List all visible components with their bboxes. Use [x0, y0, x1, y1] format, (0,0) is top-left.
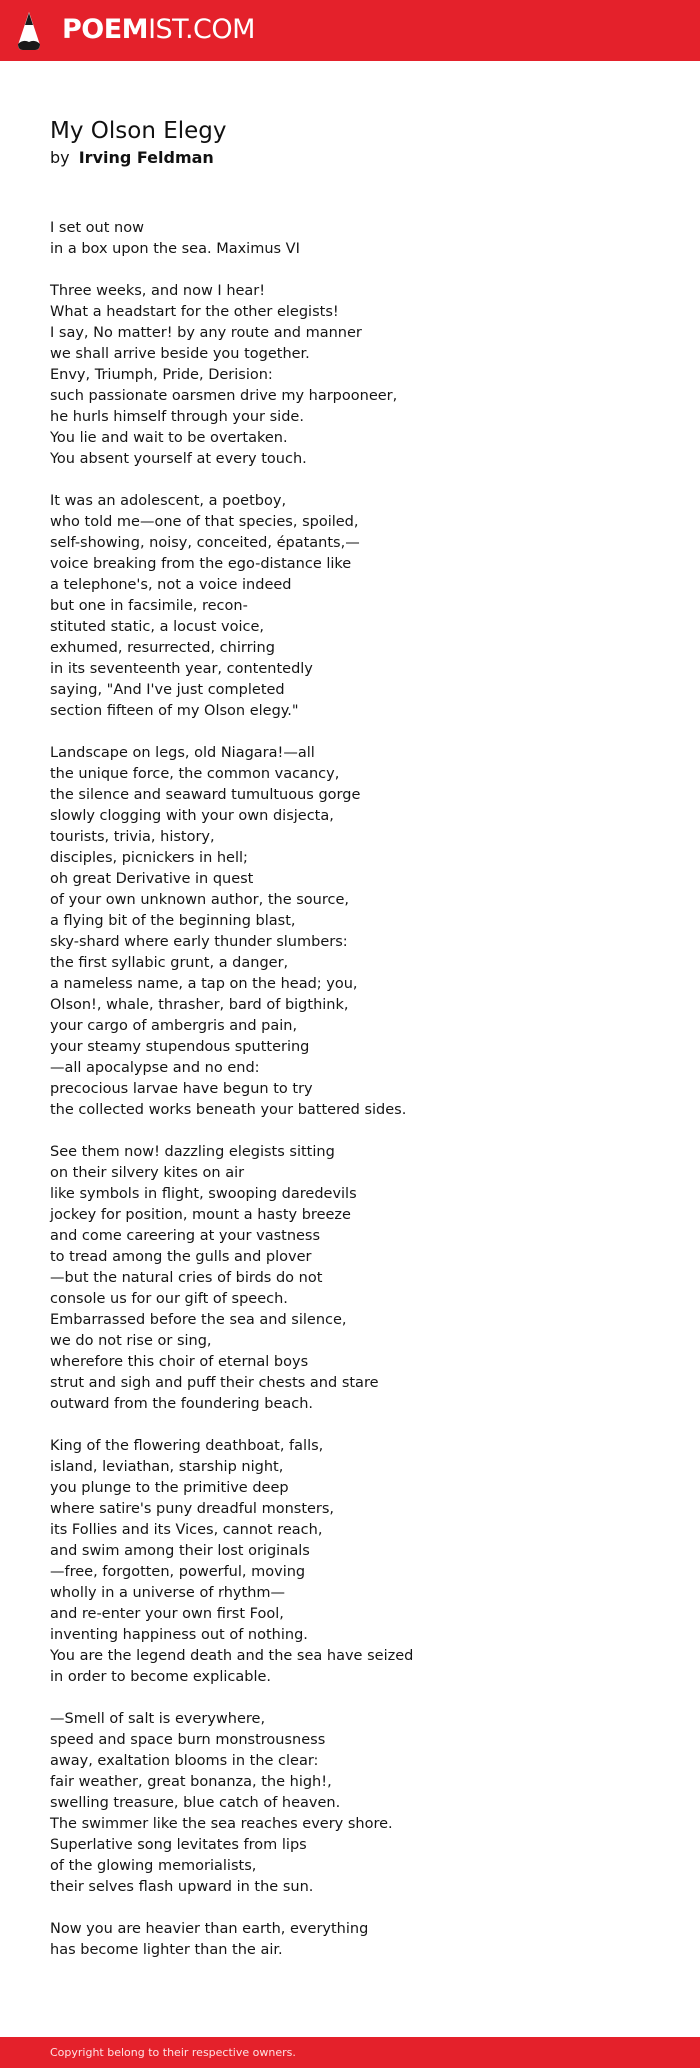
pencil-tip-icon[interactable]	[17, 11, 41, 51]
poem-title: My Olson Elegy	[50, 118, 227, 144]
poem-line: we shall arrive beside you together.	[50, 346, 310, 362]
by-label: by	[50, 148, 70, 167]
poem-line: like symbols in flight, swooping daredevils	[50, 1186, 357, 1202]
logo-light-text: IST.COM	[148, 14, 255, 45]
poem-line: King of the flowering deathboat, falls,	[50, 1438, 324, 1454]
poem-line: slowly clogging with your own disjecta,	[50, 808, 334, 824]
poem-line: we do not rise or sing,	[50, 1333, 212, 1349]
poem-line: You lie and wait to be overtaken.	[50, 430, 288, 446]
poem-line: Landscape on legs, old Niagara!—all	[50, 745, 315, 761]
poem-line: in a box upon the sea. Maximus VI	[50, 241, 300, 257]
poem-line: of the glowing memorialists,	[50, 1858, 257, 1874]
site-header	[0, 0, 700, 61]
poem-line: disciples, picnickers in hell;	[50, 850, 248, 866]
poem-line: swelling treasure, blue catch of heaven.	[50, 1795, 341, 1811]
poem-line: strut and sigh and puff their chests and stare	[50, 1375, 379, 1391]
copyright-text: Copyright belong to their respective owners.	[50, 2046, 296, 2059]
poem-line: a telephone's, not a voice indeed	[50, 577, 292, 593]
site-logo[interactable]	[62, 10, 255, 50]
poem-line: in order to become explicable.	[50, 1669, 272, 1685]
poem-line: on their silvery kites on air	[50, 1165, 245, 1181]
poem-line: What a headstart for the other elegists!	[50, 304, 339, 320]
poem-line: in its seventeenth year, contentedly	[50, 661, 313, 677]
poem-line: their selves flash upward in the sun.	[50, 1879, 314, 1895]
poem-line: inventing happiness out of nothing.	[50, 1627, 308, 1643]
poem-line: Olson!, whale, thrasher, bard of bigthink,	[50, 997, 349, 1013]
poem-line: I set out now	[50, 220, 144, 236]
poem-line: saying, "And I've just completed	[50, 682, 285, 698]
poem-line: self-showing, noisy, conceited, épatants,—	[50, 535, 360, 551]
poem-line: island, leviathan, starship night,	[50, 1459, 284, 1475]
poem-line: he hurls himself through your side.	[50, 409, 304, 425]
poem-line: Now you are heavier than earth, everything	[50, 1921, 369, 1937]
poem-line: —all apocalypse and no end:	[50, 1060, 260, 1076]
byline	[50, 147, 214, 169]
site-footer	[0, 2037, 700, 2068]
poem-line: —free, forgotten, powerful, moving	[50, 1564, 306, 1580]
poem-line: oh great Derivative in quest	[50, 871, 254, 887]
poem-line: and swim among their lost originals	[50, 1543, 310, 1559]
poem-line: the unique force, the common vacancy,	[50, 766, 340, 782]
poem-line: Superlative song levitates from lips	[50, 1837, 307, 1853]
poem-line: your steamy stupendous sputtering	[50, 1039, 310, 1055]
poem-line: the first syllabic grunt, a danger,	[50, 955, 289, 971]
poem-body	[50, 218, 670, 1982]
poem-line: Three weeks, and now I hear!	[50, 283, 266, 299]
poem-line: It was an adolescent, a poetboy,	[50, 493, 287, 509]
poem-line: Envy, Triumph, Pride, Derision:	[50, 367, 273, 383]
poem-stanza	[50, 281, 670, 470]
poem-line: away, exaltation blooms in the clear:	[50, 1753, 319, 1769]
poem-line: wherefore this choir of eternal boys	[50, 1354, 309, 1370]
poem-line: its Follies and its Vices, cannot reach,	[50, 1522, 323, 1538]
poem-line: —Smell of salt is everywhere,	[50, 1711, 266, 1727]
poem-line: You are the legend death and the sea have seized	[50, 1648, 414, 1664]
poem-stanza	[50, 743, 670, 1121]
poem-line: to tread among the gulls and plover	[50, 1249, 312, 1265]
poem-stanza	[50, 1142, 670, 1415]
poem-line: I say, No matter! by any route and manner	[50, 325, 362, 341]
poem-line: fair weather, great bonanza, the high!,	[50, 1774, 332, 1790]
poem-stanza	[50, 1919, 670, 1961]
poem-line: exhumed, resurrected, chirring	[50, 640, 275, 656]
logo-bold-text: POEM	[62, 14, 149, 45]
poem-line: but one in facsimile, recon-	[50, 598, 248, 614]
poem-line: the collected works beneath your battered sides.	[50, 1102, 407, 1118]
poem-line: voice breaking from the ego-distance like	[50, 556, 352, 572]
poem-line: Embarrassed before the sea and silence,	[50, 1312, 347, 1328]
poem-line: the silence and seaward tumultuous gorge	[50, 787, 361, 803]
poem-line: sky-shard where early thunder slumbers:	[50, 934, 348, 950]
poem-line: such passionate oarsmen drive my harpooneer,	[50, 388, 398, 404]
poem-line: where satire's puny dreadful monsters,	[50, 1501, 335, 1517]
poem-stanza	[50, 1436, 670, 1688]
poem-line: The swimmer like the sea reaches every shore.	[50, 1816, 393, 1832]
author-name[interactable]: Irving Feldman	[78, 148, 214, 167]
poem-line: outward from the foundering beach.	[50, 1396, 314, 1412]
poem-stanza	[50, 491, 670, 722]
poem-line: who told me—one of that species, spoiled,	[50, 514, 359, 530]
poem-line: of your own unknown author, the source,	[50, 892, 349, 908]
poem-line: a nameless name, a tap on the head; you,	[50, 976, 358, 992]
poem-stanza	[50, 218, 670, 260]
poem-line: and come careering at your vastness	[50, 1228, 321, 1244]
poem-line: wholly in a universe of rhythm—	[50, 1585, 286, 1601]
poem-line: console us for our gift of speech.	[50, 1291, 288, 1307]
poem-stanza	[50, 1709, 670, 1898]
poem-line: speed and space burn monstrousness	[50, 1732, 326, 1748]
poem-line: precocious larvae have begun to try	[50, 1081, 313, 1097]
poem-line: tourists, trivia, history,	[50, 829, 215, 845]
poem-line: section fifteen of my Olson elegy."	[50, 703, 299, 719]
poem-line: your cargo of ambergris and pain,	[50, 1018, 298, 1034]
poem-line: and re-enter your own first Fool,	[50, 1606, 284, 1622]
poem-line: —but the natural cries of birds do not	[50, 1270, 323, 1286]
poem-line: a flying bit of the beginning blast,	[50, 913, 296, 929]
poem-line: See them now! dazzling elegists sitting	[50, 1144, 335, 1160]
poem-line: jockey for position, mount a hasty breeze	[50, 1207, 351, 1223]
poem-line: You absent yourself at every touch.	[50, 451, 307, 467]
poem-line: has become lighter than the air.	[50, 1942, 283, 1958]
poem-line: you plunge to the primitive deep	[50, 1480, 289, 1496]
poem-line: stituted static, a locust voice,	[50, 619, 264, 635]
